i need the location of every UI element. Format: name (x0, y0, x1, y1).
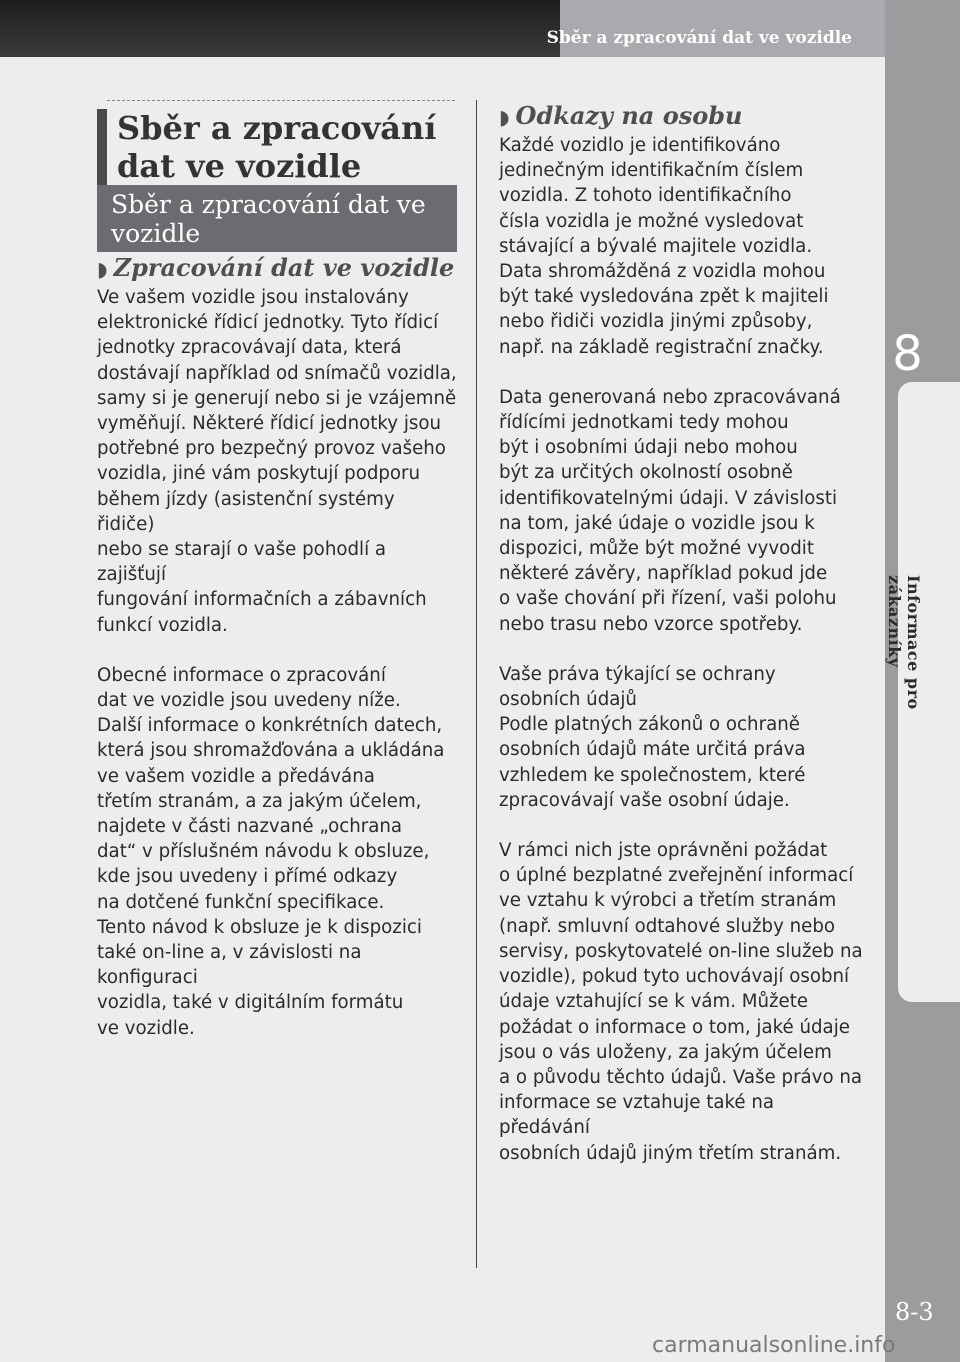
paragraph: Ve vašem vozidle jsou instalovány elektronické řídicí jednotky. Tyto řídicí jednotky zpracovávají data, která dostávají například od snímačů vozidla, samy si je generují nebo si je vzájemně vyměňují. Některé řídicí jednotky jsou potřebné pro bezpečný provoz vašeho vozidla, jiné vám poskytují podporu během jízdy (asistenční systémy řidiče) nebo se starají o vaše pohodlí a zajišťují fungování informačních a zábavních funkcí vozidla. (97, 287, 457, 636)
paragraph: V rámci nich jste oprávněni požádat o úplné bezplatné zveřejnění informací ve vztahu k výrobci a třetím stranám (např. smluvní odtahové služby nebo servisy, poskytovatelé on-line služeb na vozidle), pokud tyto uchovávají osobní údaje vztahující se k vám. Můžete požádat o informace o tom, jaké údaje jsou o vás uloženy, za jakým účelem a o původu těchto údajů. Vaše právo na informace se vztahuje také na předávání osobních údajů jiným třetím stranám. (499, 840, 863, 1164)
paragraph: Každé vozidlo je identifikováno jedinečným identifikačním číslem vozidla. Z tohoto identifikačního čísla vozidla je možné vysledovat stávající a bývalé majitele vozidla. Data shromážděná z vozidla mohou být také vysledována zpět k majiteli nebo řidiči vozidla jinými způsoby, např. na základě registrační značky. (499, 135, 829, 358)
subheading-personal-reference (499, 100, 869, 133)
subheading-text: Zpracování dat ve vozidle (113, 253, 455, 282)
section-title: Sběr a zpracování dat ve vozidle (97, 185, 457, 252)
column-divider (476, 100, 477, 1268)
bullet-marker-icon: ◗ (499, 105, 510, 129)
page-number: 8-3 (895, 1298, 934, 1326)
paragraph: Data generovaná nebo zpracovávaná řídícími jednotkami tedy mohou být i osobními údaji nebo mohou být za určitých okolností osobně identifikovatelnými údaji. V závislosti na tom, jaké údaje o vozidle jsou k dispozici, může být možné vyvodit některé závěry, například pokud jde o vaše chování při řízení, vaši polohu nebo trasu nebo vzorce spotřeby. (499, 386, 841, 635)
page-title: Sběr a zpracování dat ve vozidle (97, 109, 457, 185)
right-column (499, 100, 869, 1166)
subheading-text: Odkazy na osobu (515, 101, 743, 130)
paragraph: Obecné informace o zpracování dat ve vozidle jsou uvedeny níže. Další informace o konkrétních datech, která jsou shromažďována a ukládána ve vašem vozidle a předávána třetím stranám, a za jakým účelem, najdete v části nazvané „ochrana dat“ v příslušném návodu k obsluze, kde jsou uvedeny i přímé odkazy na dotčené funkční specifikace. Tento návod k obsluze je k dispozici také on-line a, v závislosti na konfiguraci vozidla, také v digitálním formátu ve vozidle. (97, 664, 445, 1039)
subheading-data-processing (97, 252, 457, 285)
chapter-tab-label: Informace pro zákazníky (885, 575, 923, 710)
left-column (97, 100, 457, 1041)
title-divider (107, 100, 455, 101)
watermark: carmanualsonline.info (652, 1333, 896, 1358)
paragraph: Vaše práva týkající se ochrany osobních údajů Podle platných zákonů o ochraně osobních údajů máte určitá práva vzhledem ke společnostem, které zpracovávají vaše osobní údaje. (499, 663, 806, 811)
running-header-title: Sběr a zpracování dat ve vozidle (546, 28, 852, 48)
chapter-number: 8 (892, 326, 923, 382)
bullet-marker-icon: ◗ (97, 257, 108, 281)
